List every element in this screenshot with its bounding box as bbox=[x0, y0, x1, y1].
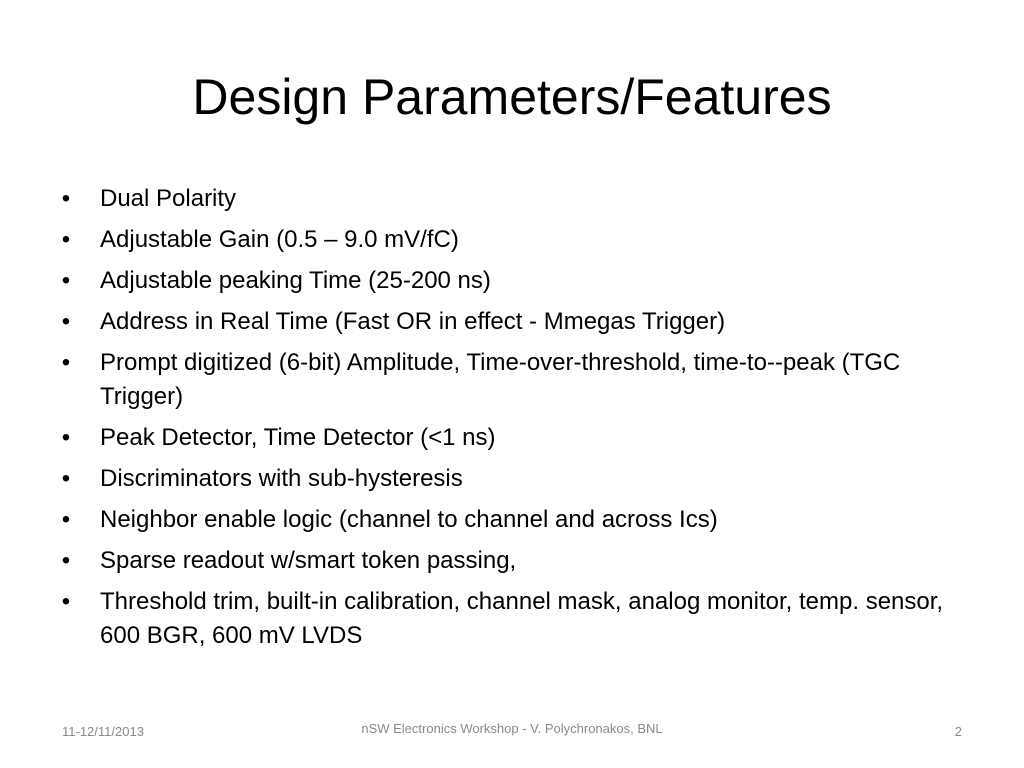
footer-title: nSW Electronics Workshop - V. Polychronakos, BNL bbox=[361, 721, 663, 736]
footer-date: 11-12/11/2013 bbox=[62, 724, 144, 739]
list-item bbox=[56, 421, 956, 455]
list-item bbox=[56, 223, 956, 257]
bullet-icon: • bbox=[61, 588, 71, 615]
bullet-text: Dual Polarity bbox=[100, 185, 237, 212]
bullet-text: Sparse readout w/smart token passing, bbox=[100, 547, 517, 574]
list-item bbox=[56, 462, 956, 496]
bullet-text: Adjustable Gain (0.5 – 9.0 mV/fC) bbox=[100, 226, 459, 253]
list-item bbox=[56, 503, 956, 537]
list-item bbox=[56, 264, 956, 298]
list-item bbox=[56, 346, 956, 414]
bullet-text: Prompt digitized (6-bit) Amplitude, Time-over-threshold, time-to--peak (TGC Trigger) bbox=[100, 349, 901, 410]
bullet-icon: • bbox=[61, 506, 71, 533]
page-number: 2 bbox=[954, 724, 962, 739]
bullet-icon: • bbox=[61, 267, 71, 294]
list-item bbox=[56, 305, 956, 339]
bullet-icon: • bbox=[61, 226, 71, 253]
bullet-text: Threshold trim, built-in calibration, channel mask, analog monitor, temp. sensor, 600 BGR, 600 mV LVDS bbox=[100, 588, 944, 649]
bullet-text: Discriminators with sub-hysteresis bbox=[100, 465, 463, 492]
bullet-icon: • bbox=[61, 185, 71, 212]
bullet-text: Adjustable peaking Time (25-200 ns) bbox=[100, 267, 491, 294]
bullet-text: Address in Real Time (Fast OR in effect - Mmegas Trigger) bbox=[100, 308, 726, 335]
slide-title: Design Parameters/Features bbox=[192, 69, 832, 125]
bullet-icon: • bbox=[61, 547, 71, 574]
bullet-icon: • bbox=[61, 349, 71, 376]
list-item bbox=[56, 182, 956, 216]
list-item bbox=[56, 585, 956, 653]
bullet-icon: • bbox=[61, 424, 71, 451]
list-item bbox=[56, 544, 956, 578]
bullet-text: Peak Detector, Time Detector (<1 ns) bbox=[100, 424, 496, 451]
bullet-icon: • bbox=[61, 308, 71, 335]
bullet-text: Neighbor enable logic (channel to channel and across Ics) bbox=[100, 506, 718, 533]
bullet-icon: • bbox=[61, 465, 71, 492]
bullet-list bbox=[56, 182, 956, 660]
